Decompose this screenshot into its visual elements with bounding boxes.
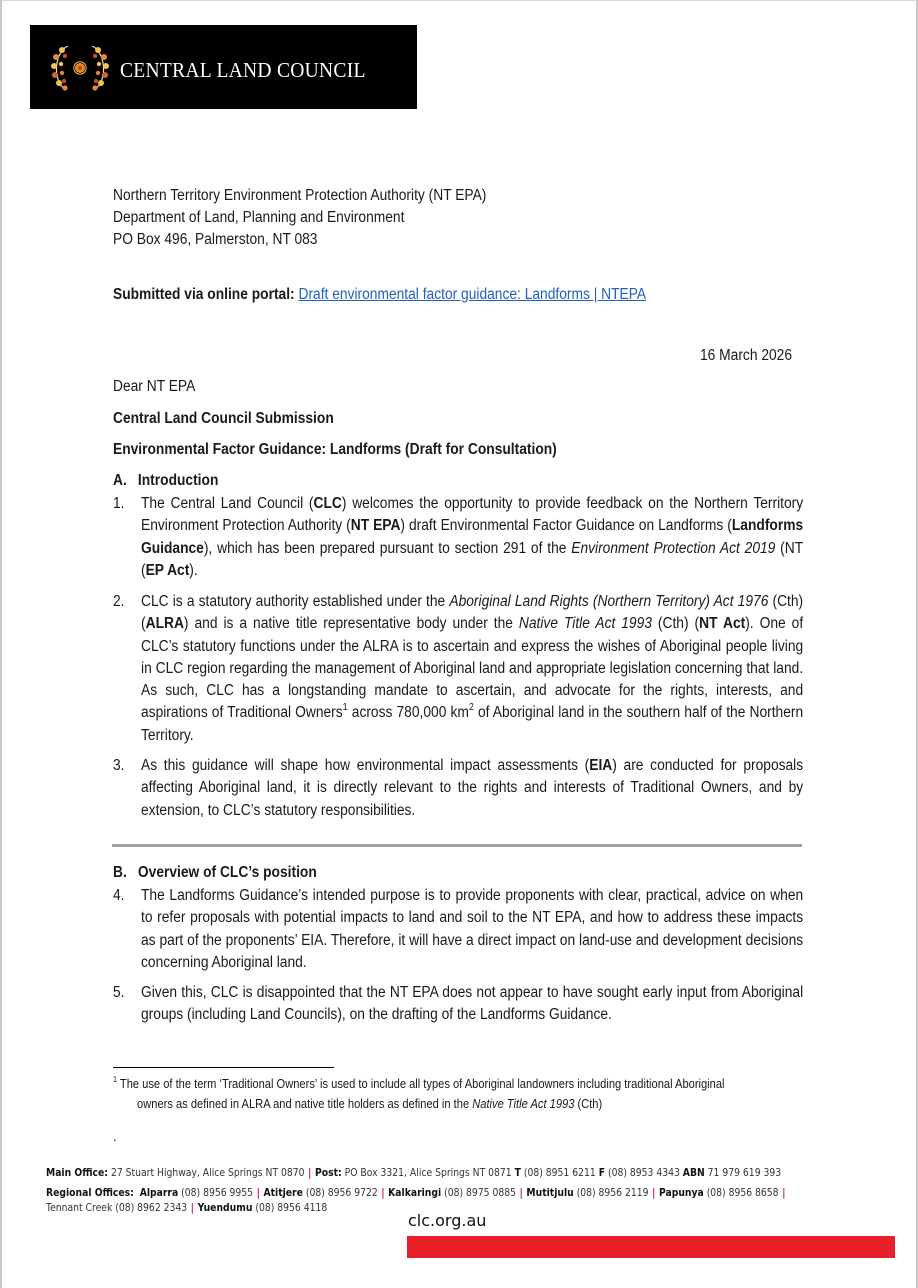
section-b-heading: B. Overview of CLC’s position xyxy=(113,864,317,881)
submission-heading: Central Land Council Submission xyxy=(113,410,334,427)
paragraph-number: 4. xyxy=(113,887,125,904)
paragraph-3: As this guidance will shape how environmental impact assessments (EIA) are conducted for proposals affecting Aboriginal land, it is directly relevant to the rights and interests of Traditional Owners, and by extension, to CLC’s statutory responsibilities. xyxy=(141,757,804,819)
footnote-ref-1[interactable]: 1 xyxy=(342,702,348,714)
footnote-separator xyxy=(113,1067,334,1068)
footer-regional-offices: Regional Offices: Alparra (08) 8956 9955 | Atitjere (08) 8956 9722 | Kalkaringi (08) 8975 0885 | Mutitjulu (08) 8956 2119 | Papunya (08) 8956 8658 | xyxy=(46,1187,786,1199)
section-a-heading: A. Introduction xyxy=(113,472,219,489)
paragraph-2: CLC is a statutory authority established under the Aboriginal Land Rights (Northern Territory) Act 1976 (Cth) (ALRA) and is a native title representative body under the Native Title Act 1993 (Cth) (NT Act). One of CLC’s statutory functions under the ALRA is to ascertain and express the wishes of Aboriginal people living in CLC region regarding the management of Aboriginal land and appropriate legislation concerning that land. As such, CLC has a longstanding mandate to ascertain, and advocate for the rights, interests, and aspirations of Traditional Owners$^1$ across 780,000 $km^2$ of Aboriginal land in the southern half of the Northern Territory. xyxy=(141,593,804,744)
clc-logo xyxy=(30,25,417,109)
letter-date: 16 March 2026 xyxy=(700,347,793,364)
recipient-line-2: Department of Land, Planning and Environment xyxy=(113,209,405,226)
paragraph-number: 5. xyxy=(113,984,125,1001)
recipient-line-1: Northern Territory Environment Protection Authority (NT EPA) xyxy=(113,187,487,204)
submission-line xyxy=(113,284,646,306)
submission-label: Submitted via online portal: xyxy=(113,286,295,303)
footer-regional-offices-cont: Tennant Creek (08) 8962 2343 | Yuendumu (08) 8956 4118 xyxy=(46,1202,328,1214)
stray-period: . xyxy=(113,1129,117,1144)
website-link[interactable]: clc.org.au xyxy=(408,1211,487,1230)
aboriginal-art-emblem-icon xyxy=(48,42,112,94)
section-divider xyxy=(112,844,802,847)
paragraph-number: 2. xyxy=(113,593,125,610)
recipient-line-3: PO Box 496, Palmerston, NT 083 xyxy=(113,231,318,248)
paragraph-number: 1. xyxy=(113,495,125,512)
paragraph-5: Given this, CLC is disappointed that the NT EPA does not appear to have sought early input from Aboriginal groups (including Land Councils), on the drafting of the Landforms Guidance. xyxy=(141,984,804,1024)
document-subject: Environmental Factor Guidance: Landforms (Draft for Consultation) xyxy=(113,441,557,458)
footer-red-bar xyxy=(407,1236,895,1258)
footer-main-office: Main Office: 27 Stuart Highway, Alice Springs NT 0870 | Post: PO Box 3321, Alice Springs NT 0871 T (08) 8951 6211 F (08) 8953 4343 ABN 71 979 619 393 xyxy=(46,1167,782,1179)
footnote-1: $^1$ The use of the term ‘Traditional Owners’ is used to include all types of Aboriginal landowners including traditional Aboriginal owners as defined in ALRA and native title holders as defined in the Native Title Act 1993 (Cth) xyxy=(113,1075,725,1111)
paragraph-1: The Central Land Council (CLC) welcomes the opportunity to provide feedback on the Northern Territory Environment Protection Authority (NT EPA) draft Environmental Factor Guidance on Landforms (Landforms Guidance), which has been prepared pursuant to section 291 of the Environment Protection Act 2019 (NT (EP Act). xyxy=(141,495,804,579)
paragraph-number: 3. xyxy=(113,757,125,774)
salutation: Dear NT EPA xyxy=(113,378,196,395)
logo-wordmark: CENTRAL LAND COUNCIL xyxy=(120,58,366,82)
ntepa-portal-link[interactable]: Draft environmental factor guidance: Landforms | NTEPA xyxy=(298,286,647,303)
paragraph-4: The Landforms Guidance’s intended purpose is to provide proponents with clear, practical, advice on when to refer proposals with potential impacts to land and soil to the NT EPA, and how to address these impacts as part of the proponents’ EIA. Therefore, it will have a direct impact on land-use and development decisions concerning Aboriginal land. xyxy=(141,887,804,971)
